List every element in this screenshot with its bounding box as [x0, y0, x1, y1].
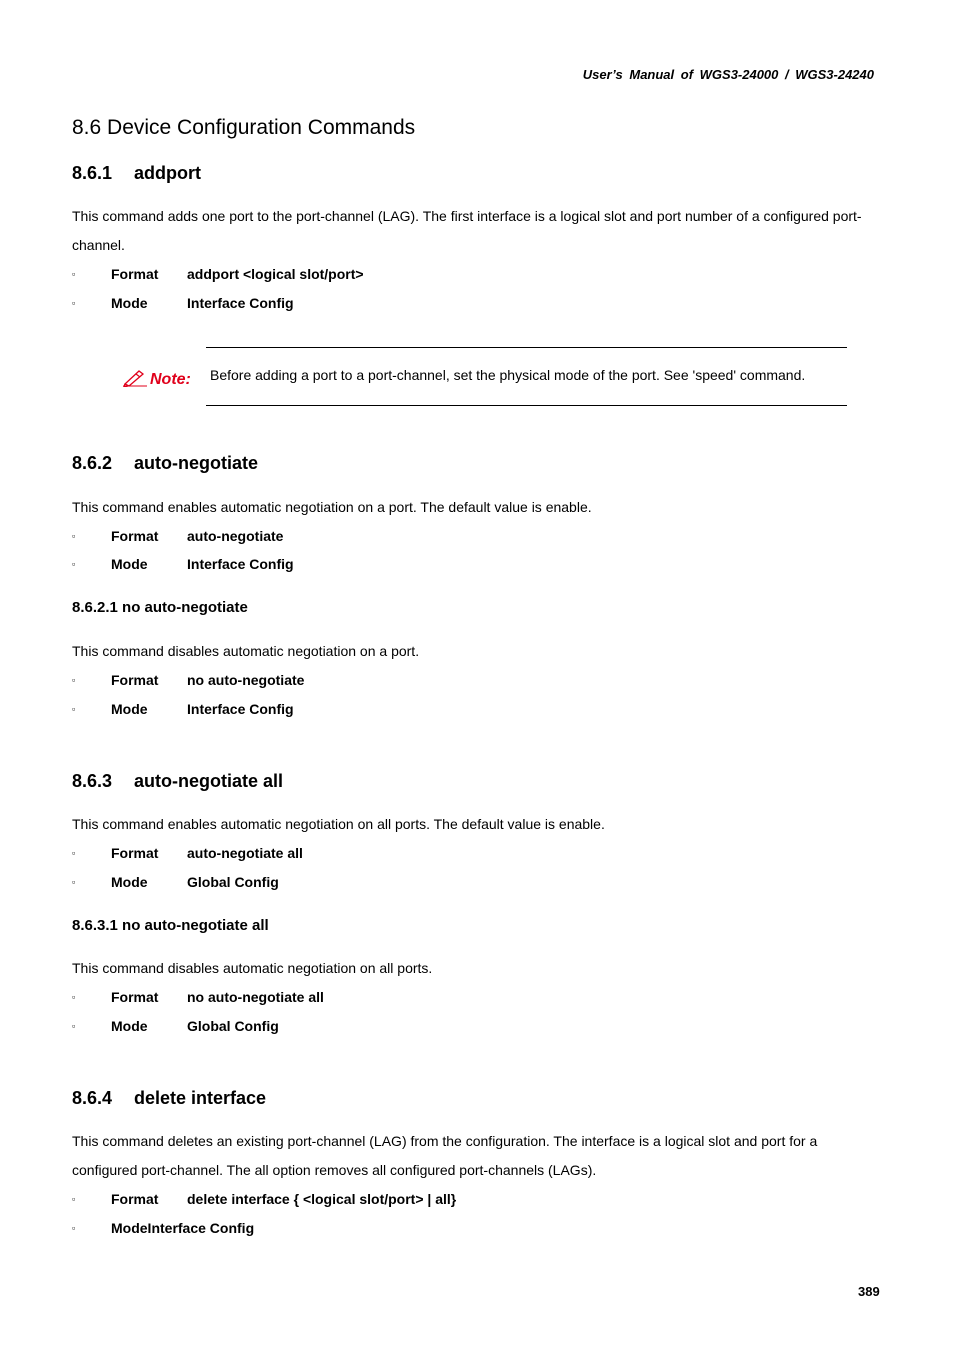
mode-text: ModeInterface Config — [111, 1220, 255, 1236]
mode-value: Interface Config — [187, 295, 294, 311]
note-top-rule — [206, 347, 847, 348]
format-label: Format — [111, 1191, 159, 1207]
format-label: Format — [111, 528, 159, 544]
bullet-icon: ▫ — [72, 992, 76, 1002]
mode-label: Mode — [111, 295, 148, 311]
format-value: no auto-negotiate all — [187, 989, 324, 1005]
heading-title: auto-negotiate — [134, 453, 258, 473]
heading-title: auto-negotiate all — [134, 771, 284, 791]
auto-negotiate-description: This command enables automatic negotiation on a port. The default value is enable. — [72, 499, 592, 515]
heading-title: delete interface — [134, 1088, 267, 1108]
bullet-icon: ▫ — [72, 675, 76, 685]
format-label: Format — [111, 845, 159, 861]
heading-8-6-2-1: 8.6.2.1 no auto-negotiate — [72, 599, 248, 616]
heading-8-6-3-1: 8.6.3.1 no auto-negotiate all — [72, 917, 269, 934]
note-label-text: Note: — [150, 371, 191, 388]
mode-label: Mode — [111, 701, 148, 717]
bullet-icon: ▫ — [72, 1021, 76, 1031]
running-header: User’s Manual of WGS3-24000 / WGS3-24240 — [582, 67, 874, 82]
format-value: addport <logical slot/port> — [187, 266, 364, 282]
heading-8-6-3 — [72, 771, 283, 792]
format-value: no auto-negotiate — [187, 672, 305, 688]
bullet-icon: ▫ — [72, 704, 76, 714]
mode-label: Mode — [111, 556, 148, 572]
heading-number: 8.6.2 — [72, 453, 113, 473]
mode-value: Interface Config — [187, 556, 294, 572]
section-title: 8.6 Device Configuration Commands — [72, 116, 416, 139]
bullet-icon: ▫ — [72, 1194, 76, 1204]
mode-label: Mode — [111, 874, 148, 890]
format-label: Format — [111, 266, 159, 282]
format-value: delete interface { <logical slot/port> | all} — [187, 1191, 457, 1207]
bullet-icon: ▫ — [72, 298, 76, 308]
page-number: 389 — [858, 1284, 880, 1299]
note-bottom-rule — [206, 405, 847, 406]
heading-number: 8.6.4 — [72, 1088, 113, 1108]
bullet-icon: ▫ — [72, 531, 76, 541]
heading-8-6-2 — [72, 453, 258, 474]
bullet-icon: ▫ — [72, 848, 76, 858]
note-label — [122, 369, 191, 389]
heading-8-6-1 — [72, 163, 201, 184]
format-label: Format — [111, 989, 159, 1005]
delete-interface-description: This command deletes an existing port-channel (LAG) from the configuration. The interface is a logical slot and port for a configured port-channel. The all option removes all configured port-channels (LAGs). — [72, 1133, 818, 1178]
mode-value: Global Config — [187, 874, 279, 890]
mode-value: Global Config — [187, 1018, 279, 1034]
bullet-icon: ▫ — [72, 1223, 76, 1233]
heading-8-6-4 — [72, 1088, 266, 1109]
heading-number: 8.6.3 — [72, 771, 113, 791]
bullet-icon: ▫ — [72, 877, 76, 887]
addport-description: This command adds one port to the port-channel (LAG). The first interface is a logical slot and port number of a configured port-channel. — [72, 208, 862, 253]
bullet-icon: ▫ — [72, 269, 76, 279]
heading-number: 8.6.1 — [72, 163, 113, 183]
note-text: Before adding a port to a port-channel, set the physical mode of the port. See 'speed' command. — [210, 367, 806, 383]
pencil-icon — [122, 369, 148, 387]
mode-value: Interface Config — [187, 701, 294, 717]
format-label: Format — [111, 672, 159, 688]
mode-label: Mode — [111, 1018, 148, 1034]
no-auto-negotiate-all-description: This command disables automatic negotiation on all ports. — [72, 960, 433, 976]
bullet-icon: ▫ — [72, 559, 76, 569]
no-auto-negotiate-description: This command disables automatic negotiation on a port. — [72, 643, 420, 659]
heading-title: addport — [134, 163, 201, 183]
format-value: auto-negotiate — [187, 528, 284, 544]
auto-negotiate-all-description: This command enables automatic negotiation on all ports. The default value is enable. — [72, 816, 605, 832]
format-value: auto-negotiate all — [187, 845, 303, 861]
